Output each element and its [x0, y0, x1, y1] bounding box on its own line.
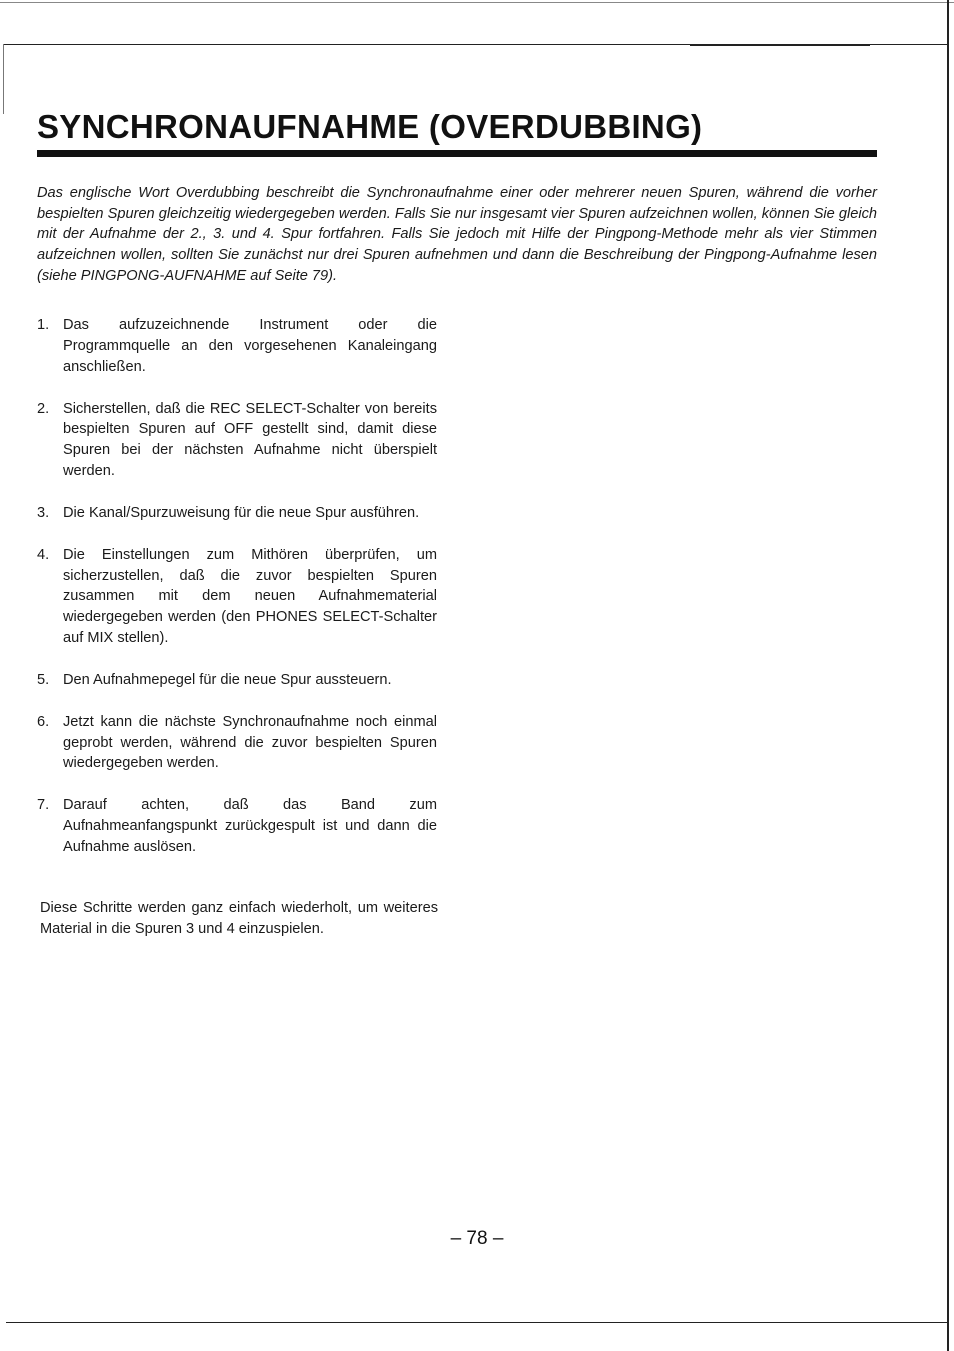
page-number: – 78 –	[450, 1228, 504, 1249]
list-item	[37, 712, 437, 775]
list-item	[37, 545, 437, 650]
step-number: 7.	[37, 797, 50, 814]
step-number: 3.	[37, 504, 50, 521]
step-text: Das aufzuzeichnende Instrument oder die Programmquelle an den vorgesehenen Kanaleingang anschließen.	[63, 317, 437, 375]
footer-rule	[6, 1322, 948, 1323]
intro-paragraph: Das englische Wort Overdubbing beschreibt die Synchronaufnahme einer oder mehrerer neuen Spuren, während die vorher bespielten Spuren gleichzeitig wiedergegeben werden. Falls Sie nur insgesamt vier Spuren aufzeichnen wollen, können Sie gleich mit der Aufnahme der 2., 3. und 4. Spur fortfahren. Falls Sie jedoch mit Hilfe der Pingpong-Methode mehr als vier Stimmen aufzeichnen wollen, sollten Sie zunächst nur drei Spuren aufnehmen und dann die Beschreibung der Pingpong-Aufnahme lesen (siehe PINGPONG-AUFNAHME auf Seite 79).	[37, 185, 877, 284]
page-title: SYNCHRONAUFNAHME (OVERDUBBING)	[37, 108, 703, 145]
closing-paragraph: Diese Schritte werden ganz einfach wiederholt, um weiteres Material in die Spuren 3 und 4 einzuspielen.	[40, 900, 438, 937]
step-text: Sicherstellen, daß die REC SELECT-Schalter von bereits bespielten Spuren auf OFF gestellt sind, damit diese Spuren bei der nächsten Aufnahme nicht überspielt werden.	[63, 400, 437, 480]
step-number: 2.	[37, 400, 50, 417]
list-item	[37, 670, 437, 691]
right-edge-line	[947, 0, 949, 1351]
left-edge-line	[3, 44, 4, 114]
list-item	[37, 315, 437, 378]
header-rule-thick	[690, 44, 870, 46]
step-text: Den Aufnahmepegel für die neue Spur aussteuern.	[63, 671, 392, 688]
step-number: 5.	[37, 671, 50, 688]
step-text: Darauf achten, daß das Band zum Aufnahmeanfangspunkt zurückgespult ist und dann die Aufnahme auslösen.	[63, 797, 437, 855]
step-text: Jetzt kann die nächste Synchronaufnahme noch einmal geprobt werden, während die zuvor bespielten Spuren wiedergegeben werden.	[63, 713, 437, 772]
step-text: Die Kanal/Spurzuweisung für die neue Spur ausführen.	[63, 504, 420, 521]
step-number: 1.	[37, 317, 50, 333]
list-item	[37, 503, 437, 524]
title-underline	[37, 150, 877, 157]
list-item	[37, 399, 437, 483]
list-item	[37, 795, 437, 858]
step-number: 4.	[37, 546, 50, 563]
step-number: 6.	[37, 713, 50, 730]
steps-list	[37, 315, 437, 879]
step-text: Die Einstellungen zum Mithören überprüfen, um sicherzustellen, daß die zuvor bespielten Spuren zusammen mit dem neuen Aufnahmematerial wiedergegeben werden (den PHONES SELECT-Schalter auf MIX stellen).	[63, 546, 437, 647]
top-scan-line	[0, 2, 954, 3]
